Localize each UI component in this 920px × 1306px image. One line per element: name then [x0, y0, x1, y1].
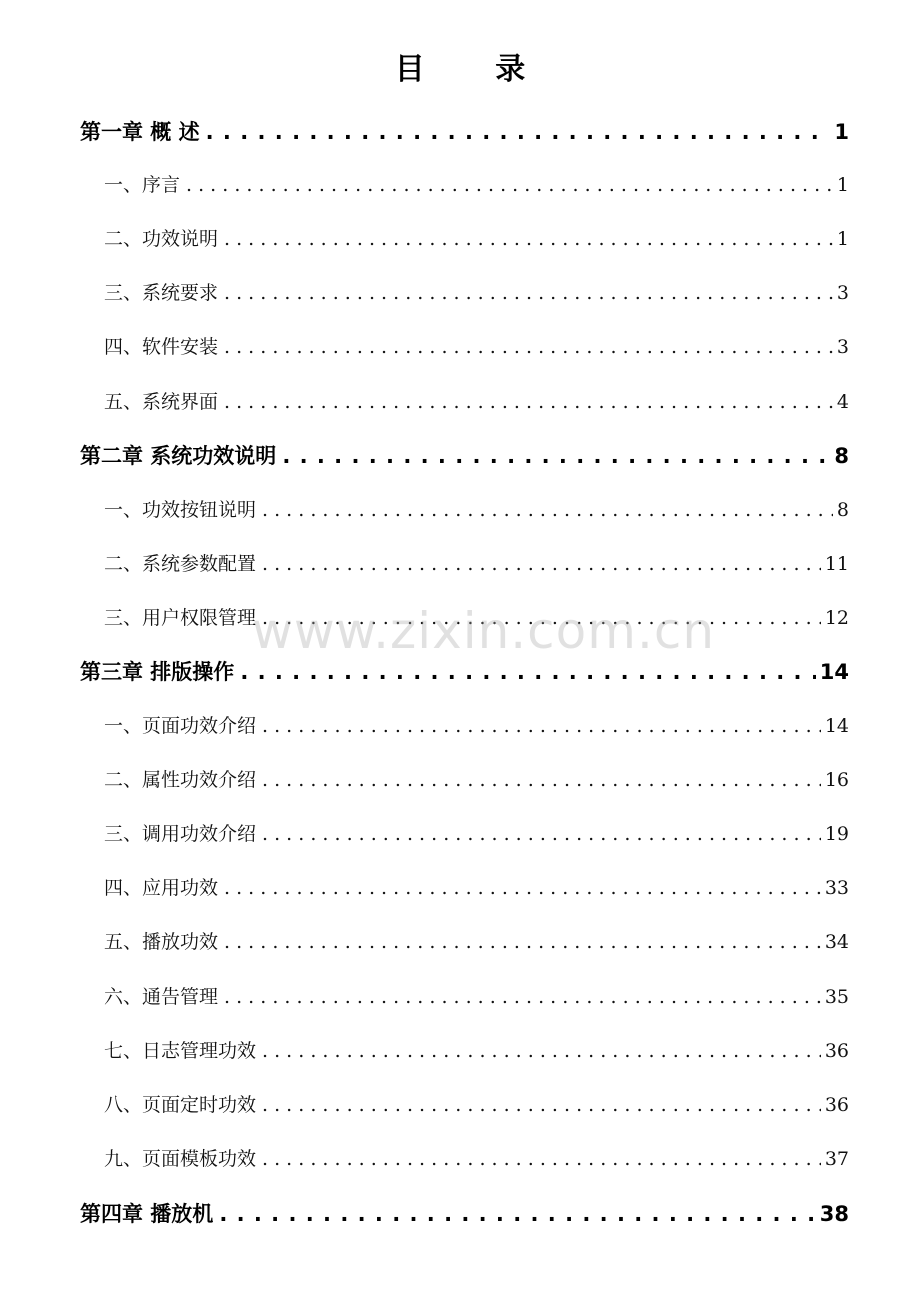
toc-section[interactable] — [104, 275, 849, 311]
dot-leader — [262, 762, 821, 798]
toc-page-number: 11 — [824, 553, 849, 575]
dot-leader — [186, 167, 833, 203]
toc-entry-label: 九、页面模板功效 — [104, 1148, 257, 1170]
dot-leader — [224, 924, 821, 960]
dot-leader — [262, 1141, 821, 1177]
toc-page-number: 16 — [824, 769, 849, 791]
toc-page-number: 36 — [824, 1040, 849, 1062]
toc-section[interactable] — [104, 384, 849, 420]
toc-page-number: 34 — [824, 931, 849, 953]
toc-section[interactable] — [104, 1141, 849, 1177]
toc-entry-label: 四、软件安装 — [104, 336, 219, 358]
toc-page-number: 1 — [836, 228, 849, 250]
toc-section[interactable] — [104, 167, 849, 203]
toc-entry-label: 三、用户权限管理 — [104, 607, 257, 629]
toc-section[interactable] — [104, 492, 849, 528]
toc-section[interactable] — [104, 979, 849, 1015]
toc-page-number: 14 — [819, 660, 849, 684]
toc-section[interactable] — [104, 1033, 849, 1069]
toc-title: 目 录 — [394, 52, 556, 87]
dot-leader — [262, 492, 833, 528]
toc-entry-label: 二、功效说明 — [104, 228, 219, 250]
dot-leader — [224, 979, 821, 1015]
toc-page-number: 3 — [836, 282, 849, 304]
toc-page-number: 36 — [824, 1094, 849, 1116]
dot-leader — [262, 1087, 821, 1123]
toc-section[interactable] — [104, 870, 849, 906]
toc-entry-label: 四、应用功效 — [104, 877, 219, 899]
toc-entry-label: 第四章 播放机 — [80, 1202, 214, 1226]
toc-entry-label: 三、调用功效介绍 — [104, 823, 257, 845]
toc-entry-label: 二、属性功效介绍 — [104, 769, 257, 791]
dot-leader — [262, 1033, 821, 1069]
toc-entry-label: 五、系统界面 — [104, 391, 219, 413]
dot-leader — [224, 870, 821, 906]
toc-page-number: 14 — [824, 715, 849, 737]
toc-entry-label: 六、通告管理 — [104, 986, 219, 1008]
dot-leader — [219, 1196, 815, 1232]
toc-chapter-4[interactable] — [80, 1196, 849, 1232]
dot-leader — [224, 275, 833, 311]
toc-page-number: 37 — [824, 1148, 849, 1170]
toc-entry-label: 七、日志管理功效 — [104, 1040, 257, 1062]
toc-entry-label: 第三章 排版操作 — [80, 660, 235, 684]
dot-leader — [206, 114, 831, 150]
toc-chapter-3[interactable] — [80, 654, 849, 690]
toc-entry-label: 一、页面功效介绍 — [104, 715, 257, 737]
dot-leader — [224, 221, 833, 257]
toc-section[interactable] — [104, 221, 849, 257]
toc-section[interactable] — [104, 762, 849, 798]
toc-chapter-2[interactable] — [80, 438, 849, 474]
dot-leader — [262, 546, 821, 582]
dot-leader — [240, 654, 815, 690]
toc-entry-label: 八、页面定时功效 — [104, 1094, 257, 1116]
dot-leader — [262, 708, 821, 744]
toc-entry-label: 二、系统参数配置 — [104, 553, 257, 575]
toc-entry-label: 第一章 概 述 — [80, 120, 200, 144]
toc-page-number: 33 — [824, 877, 849, 899]
toc-page-number: 38 — [819, 1202, 849, 1226]
toc-entry-label: 第二章 系统功效说明 — [80, 444, 277, 468]
toc-section[interactable] — [104, 329, 849, 365]
dot-leader — [262, 816, 821, 852]
toc-page-number: 35 — [824, 986, 849, 1008]
toc-entry-label: 三、系统要求 — [104, 282, 219, 304]
toc-section[interactable] — [104, 708, 849, 744]
dot-leader — [224, 329, 833, 365]
toc-entry-label: 一、功效按钮说明 — [104, 499, 257, 521]
toc-entry-label: 一、序言 — [104, 174, 181, 196]
toc-page-number: 8 — [834, 444, 849, 468]
toc-section[interactable] — [104, 1087, 849, 1123]
toc-page-number: 8 — [836, 499, 849, 521]
dot-leader — [262, 600, 821, 636]
toc-page-number: 4 — [836, 391, 849, 413]
toc-page-number: 19 — [824, 823, 849, 845]
watermark: www.zixin.com.cn — [252, 602, 716, 660]
toc-section[interactable] — [104, 546, 849, 582]
toc-page-number: 1 — [834, 120, 849, 144]
toc-page-number: 12 — [824, 607, 849, 629]
dot-leader — [224, 384, 833, 420]
toc-page-number: 3 — [836, 336, 849, 358]
dot-leader — [282, 438, 830, 474]
toc-section[interactable] — [104, 816, 849, 852]
toc-entry-label: 五、播放功效 — [104, 931, 219, 953]
toc-page-number: 1 — [836, 174, 849, 196]
toc-section[interactable] — [104, 600, 849, 636]
toc-chapter-1[interactable] — [80, 114, 849, 150]
toc-section[interactable] — [104, 924, 849, 960]
